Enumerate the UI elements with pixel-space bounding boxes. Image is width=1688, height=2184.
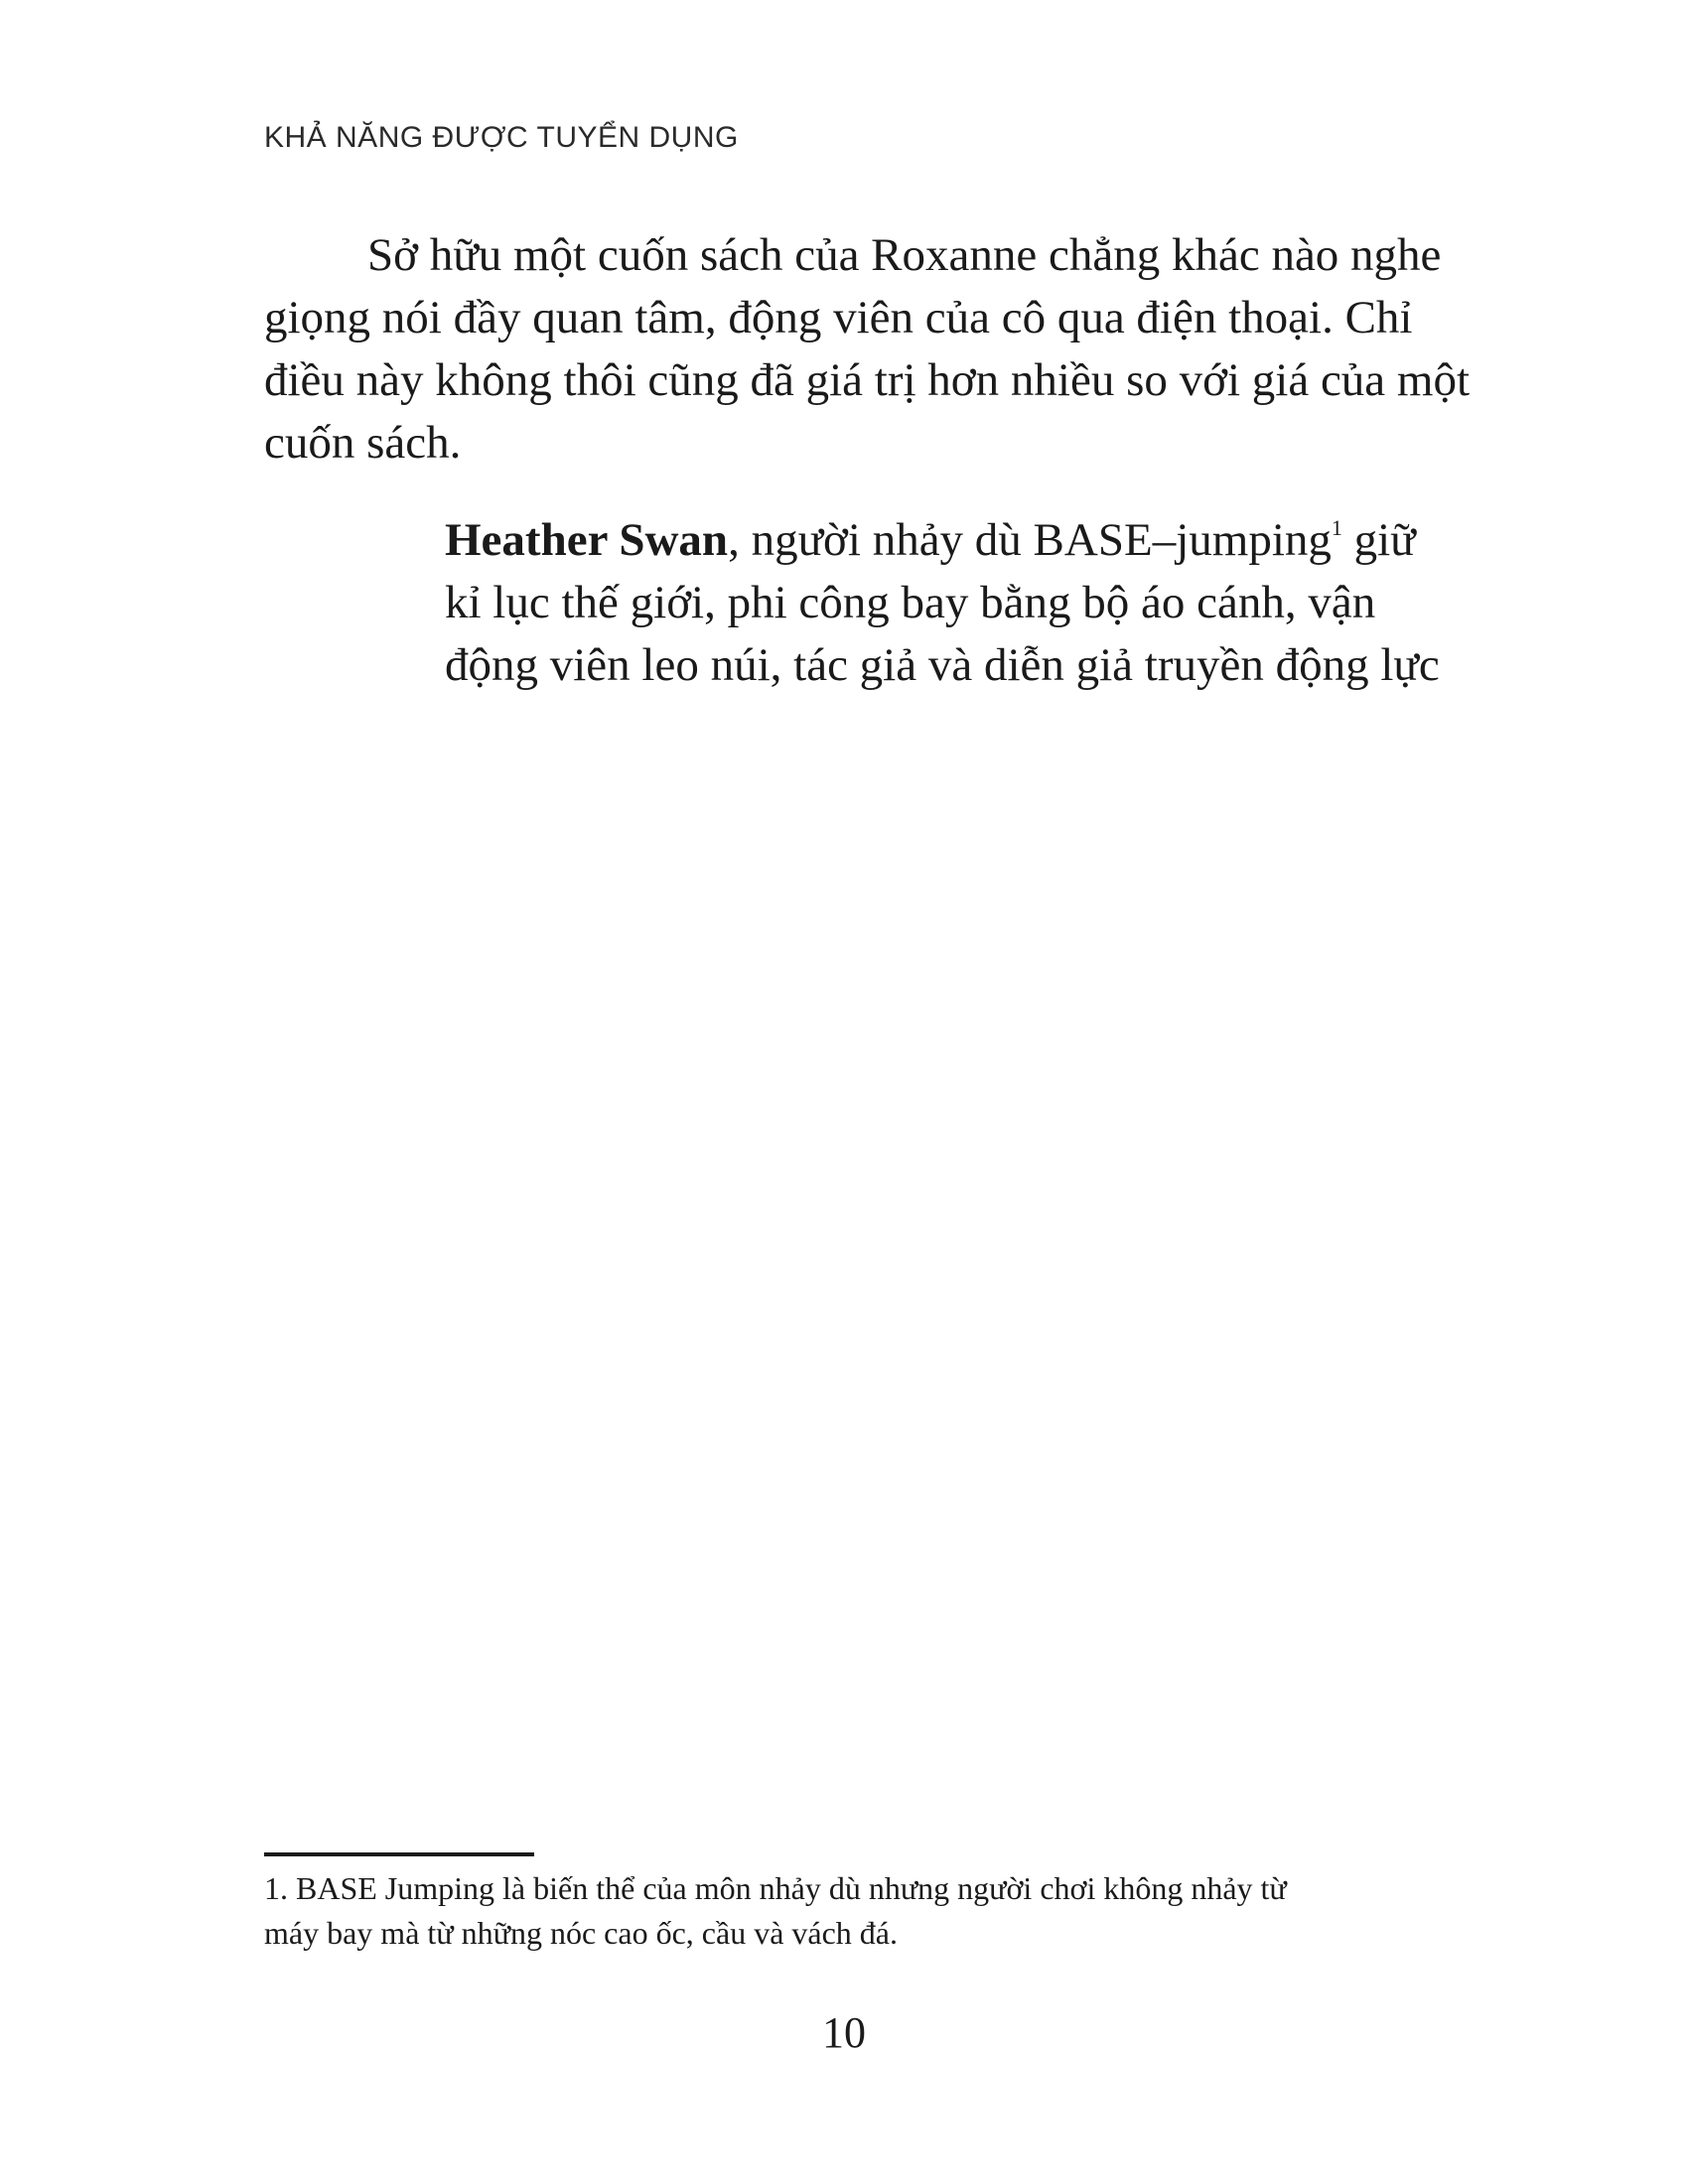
body-paragraph [264, 224, 1471, 475]
body-paragraph-line: cuốn sách. [264, 417, 462, 469]
footnote-line: máy bay mà từ những nóc cao ốc, cầu và vách đá. [264, 1915, 898, 1951]
body-paragraph-line: giọng nói đầy quan tâm, động viên của cô qua điện thoại. Chỉ [264, 292, 1413, 343]
attribution-line: kỉ lục thế giới, phi công bay bằng bộ áo cánh, vận [445, 577, 1376, 628]
body-paragraph-line: điều này không thôi cũng đã giá trị hơn nhiều so với giá của một [264, 354, 1471, 406]
body-paragraph-line: Sở hữu một cuốn sách của Roxanne chẳng khác nào nghe [367, 229, 1442, 281]
attribution-text: , người nhảy dù BASE–jumping [728, 514, 1332, 566]
attribution-text: giữ [1341, 514, 1416, 566]
running-header-title: KHẢ NĂNG ĐƯỢC TUYỂN DỤNG [264, 121, 739, 154]
footnote-marker: 1 [1331, 515, 1342, 540]
footnote [264, 1866, 1416, 1956]
footnote-line: 1. BASE Jumping là biến thể của môn nhảy dù nhưng người chơi không nhảy từ [264, 1870, 1287, 1906]
attribution-name: Heather Swan [445, 514, 729, 566]
attribution-line [445, 509, 1416, 572]
quote-attribution [445, 509, 1440, 697]
footnote-divider [264, 1852, 534, 1856]
attribution-line: động viên leo núi, tác giả và diễn giả truyền động lực [445, 639, 1440, 691]
page-number: 10 [822, 2008, 866, 2057]
